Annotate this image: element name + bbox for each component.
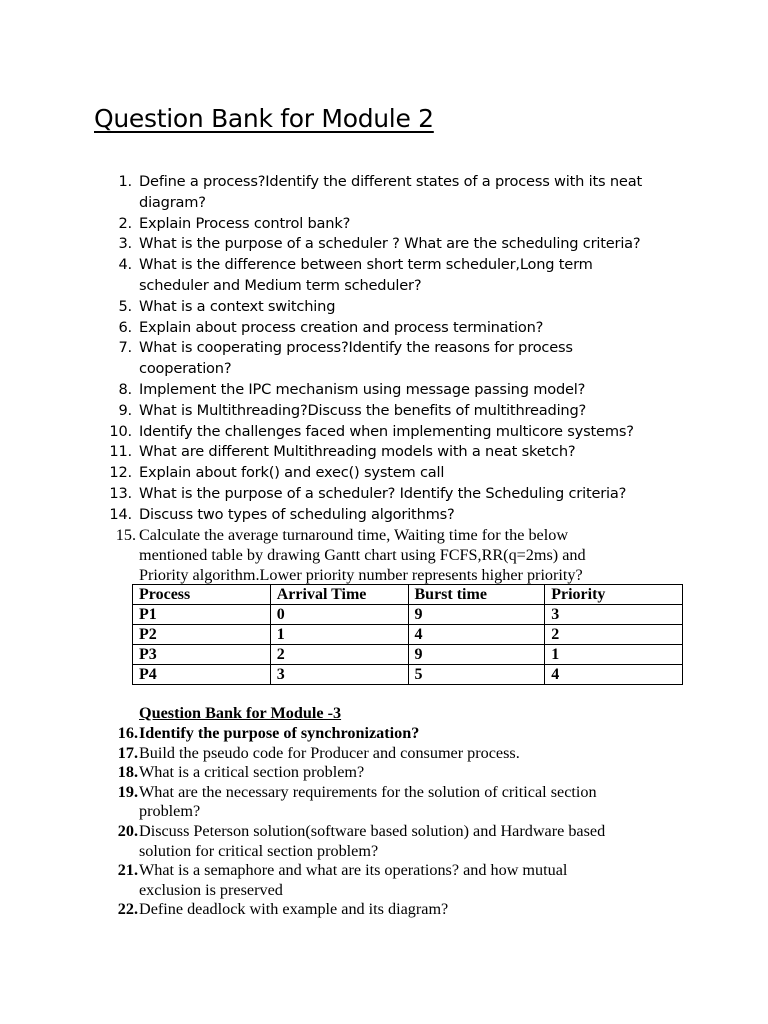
question-text: What is cooperating process?Identify the reasons for process: [139, 339, 573, 357]
list-item: [0, 234, 768, 255]
list-item: [0, 505, 768, 526]
table-header-cell: Burst time: [408, 585, 545, 605]
table-cell: P3: [133, 645, 271, 665]
list-item: [0, 338, 768, 380]
list-item: [0, 401, 768, 422]
question-text: Identify the challenges faced when implementing multicore systems?: [139, 422, 634, 440]
question-text: scheduler and Medium term scheduler?: [139, 276, 422, 294]
table-cell: 1: [545, 645, 683, 665]
question-text: Explain about process creation and process termination?: [139, 318, 544, 336]
table-header-cell: Arrival Time: [270, 585, 408, 605]
question-text: What is a critical section problem?: [139, 763, 365, 782]
question-number: 3.: [118, 235, 132, 253]
table-row: [133, 605, 683, 625]
module3-title: Question Bank for Module -3: [139, 704, 342, 722]
question-number: 12.: [109, 464, 132, 482]
list-item: [0, 255, 768, 297]
question-text: What is the difference between short term scheduler,Long term: [139, 256, 593, 274]
question-number: 17.: [117, 743, 138, 762]
list-item: [0, 172, 768, 214]
table-cell: 0: [270, 605, 408, 625]
table-cell: P4: [133, 665, 271, 685]
list-item: [0, 484, 768, 505]
table-cell: 4: [408, 625, 545, 645]
table-row: [133, 645, 683, 665]
question-text: Priority algorithm.Lower priority number represents higher priority?: [139, 566, 583, 584]
table-cell: 3: [545, 605, 683, 625]
question-text: What is a semaphore and what are its operations? and how mutual: [139, 861, 568, 880]
question-number: 20.: [117, 821, 138, 840]
question-text: problem?: [139, 802, 201, 821]
question-number: 2.: [118, 214, 132, 232]
page-title: Question Bank for Module 2: [94, 104, 434, 133]
process-table: [132, 584, 683, 685]
question-number: 7.: [118, 339, 132, 357]
question-text: What are the necessary requirements for the solution of critical section: [139, 782, 597, 801]
list-item: [0, 822, 768, 861]
question-number: 6.: [118, 318, 132, 336]
list-item: [0, 900, 768, 920]
list-item: [0, 724, 768, 744]
question-text: What is Multithreading?Discuss the benefits of multithreading?: [139, 401, 587, 419]
question-number: 21.: [117, 861, 138, 880]
question-number: 16.: [117, 724, 138, 742]
list-item: [0, 318, 768, 339]
question-text: Build the pseudo code for Producer and consumer process.: [139, 743, 520, 762]
list-item: [0, 422, 768, 443]
table-row: [133, 665, 683, 685]
list-item: [0, 463, 768, 484]
table-cell: 9: [408, 605, 545, 625]
table-cell: 2: [270, 645, 408, 665]
question-number: 8.: [118, 380, 132, 398]
question-text: Define deadlock with example and its diagram?: [139, 900, 449, 919]
module3-question-list: [0, 724, 768, 920]
question-text: What is the purpose of a scheduler? Identify the Scheduling criteria?: [139, 484, 627, 502]
question-text: solution for critical section problem?: [139, 841, 379, 860]
question-15: [0, 525, 768, 585]
question-text: What is a context switching: [139, 297, 336, 315]
table-cell: 4: [545, 665, 683, 685]
question-text: Explain Process control bank?: [139, 214, 351, 232]
question-number: 9.: [118, 401, 132, 419]
list-item: [0, 214, 768, 235]
list-item: [0, 763, 768, 783]
question-number: 1.: [118, 173, 132, 190]
question-number: 10.: [109, 422, 132, 440]
question-number: 19.: [117, 782, 138, 801]
table-cell: 5: [408, 665, 545, 685]
question-text: exclusion is preserved: [139, 880, 283, 899]
question-text: cooperation?: [139, 360, 232, 378]
list-item: [0, 861, 768, 900]
table-cell: 1: [270, 625, 408, 645]
question-number: 15.: [115, 526, 136, 544]
question-number: 11.: [109, 443, 132, 461]
table-header-cell: Priority: [545, 585, 683, 605]
question-number: 14.: [109, 505, 132, 523]
question-text: Define a process?Identify the different states of a process with its neat: [139, 173, 642, 190]
list-item: [0, 442, 768, 463]
table-header-cell: Process: [133, 585, 271, 605]
table-row: [133, 625, 683, 645]
question-text: Discuss two types of scheduling algorithms?: [139, 505, 455, 523]
question-text: Implement the IPC mechanism using message passing model?: [139, 380, 586, 398]
list-item: [0, 297, 768, 318]
table-cell: 2: [545, 625, 683, 645]
list-item: [0, 380, 768, 401]
question-text: diagram?: [139, 193, 206, 211]
question-number: 5.: [118, 297, 132, 315]
question-text: mentioned table by drawing Gantt chart using FCFS,RR(q=2ms) and: [139, 546, 586, 564]
question-text: Discuss Peterson solution(software based solution) and Hardware based: [139, 821, 606, 840]
question-text: Explain about fork() and exec() system call: [139, 464, 445, 482]
question-text: What is the purpose of a scheduler ? What are the scheduling criteria?: [139, 235, 641, 253]
question-text: Calculate the average turnaround time, Waiting time for the below: [139, 526, 569, 544]
question-number: 18.: [117, 763, 138, 782]
question-number: 4.: [118, 256, 132, 274]
question-text: What are different Multithreading models with a neat sketch?: [139, 443, 576, 461]
question-text: Identify the purpose of synchronization?: [139, 724, 420, 742]
list-item: [0, 744, 768, 764]
table-cell: 3: [270, 665, 408, 685]
table-cell: 9: [408, 645, 545, 665]
table-cell: P2: [133, 625, 271, 645]
table-header-row: [133, 585, 683, 605]
question-number: 13.: [109, 484, 132, 502]
table-cell: P1: [133, 605, 271, 625]
question-number: 22.: [117, 900, 138, 919]
module2-question-list: [0, 172, 768, 526]
list-item: [0, 783, 768, 822]
